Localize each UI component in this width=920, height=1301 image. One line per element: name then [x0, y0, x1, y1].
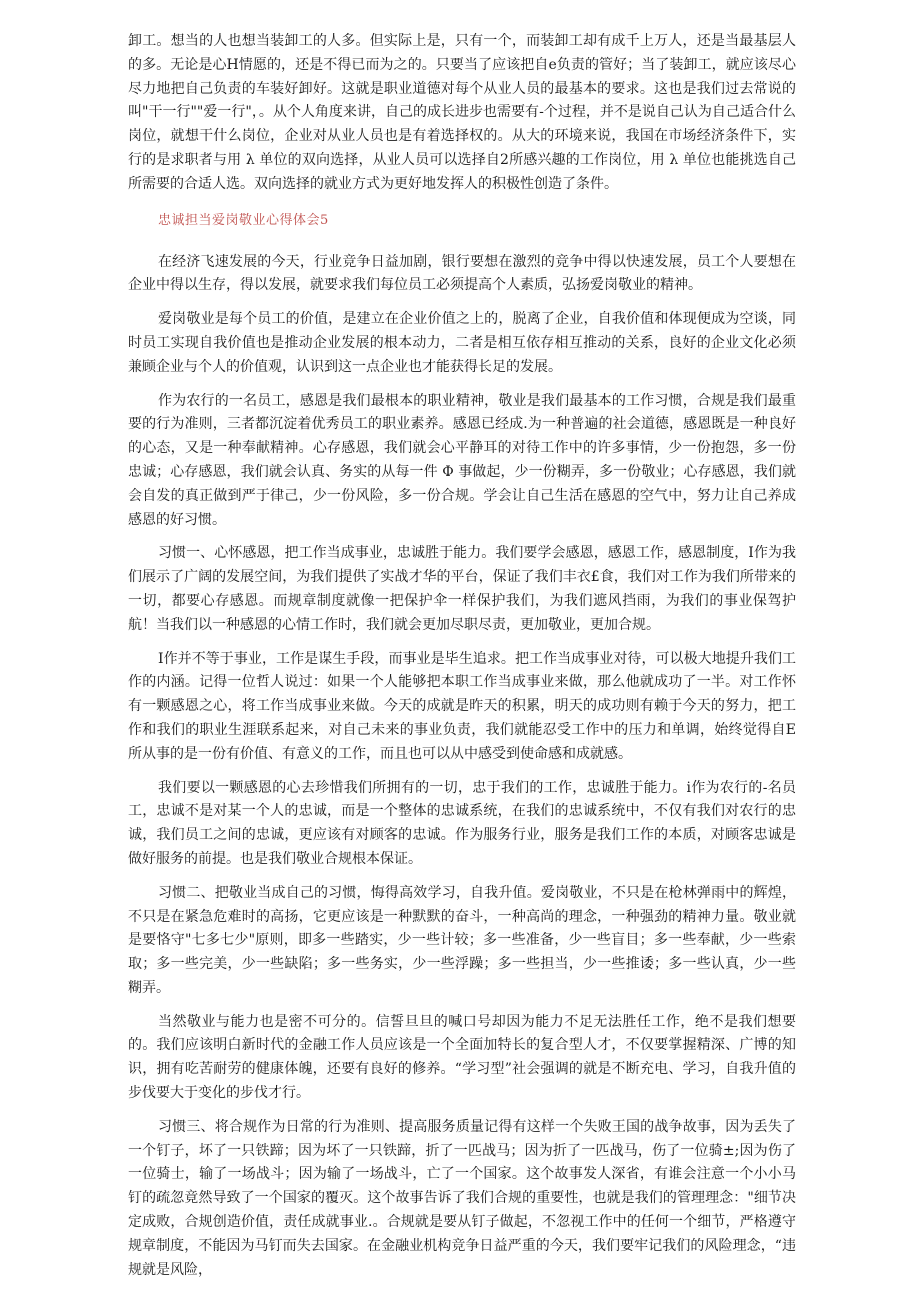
- intro-paragraph: 卸工。想当的人也想当装卸工的人多。但实际上是，只有一个，而装卸工却有成千上万人，还是当最基层人的多。无论是心H情愿的，还是不得已而为之的。只要当了应该把自e负责的管好；当了装卸工，就应该尽心尽力地把自己负责的车装好卸好。这就是职业道德对每个从业人员的最基本的要求。这也是我们过去常说的叫"干一行""爱一行"，。从个人角度来讲，自己的成长进步也需要有-个过程，并不是说自己认为自己适合什么岗位，就想干什么岗位，企业对从业人员也是有着选择权的。从大的环境来说，我国在市场经济条件下，实行的是求职者与用 λ 单位的双向选择，从业人员可以选择自2所感兴趣的工作岗位，用 λ 单位也能挑选自己所需要的合适人选。双向选择的就业方式为更好地发挥人的积极性创造了条件。: [128, 33, 796, 192]
- section-heading: 忠诚担当爱岗敬业心得体会5: [158, 212, 329, 228]
- document-body: [128, 30, 796, 1282]
- body-paragraph-6: 我们要以一颗感恩的心去珍惜我们所拥有的一切，忠于我们的工作，忠诚胜于能力。i作为农行的-名员工，忠诚不是对某一个人的忠诚，而是一个整体的忠诚系统，在我们的忠诚系统中，不仅有我们对农行的忠诚，我们员工之间的忠诚，更应该有对顾客的忠诚。作为服务行业，服务是我们工作的本质，对顾客忠诚是做好服务的前提。也是我们敬业合规根本保证。: [128, 779, 796, 867]
- body-paragraph-7: 习惯二、把敬业当成自己的习惯，悔得高效学习，自我升值。爱岗敬业，不只是在枪林弹雨中的辉煌，不只是在紧急危难时的高扬，它更应该是一种默默的奋斗，一种高尚的理念，一种强劲的精神力量。敬业就是要恪守"七多七少"原则，即多一些踏实，少一些计较；多一些准备，少一些盲目；多一些奉献，少一些索取；多一些完美，少一些缺陷；多一些务实，少一些浮躁；多一些担当，少一些推诿；多一些认真，少一些糊弄。: [128, 884, 796, 996]
- body-paragraph-8: 当然敬业与能力也是密不可分的。信誓旦旦的喊口号却因为能力不足无法胜任工作，绝不是我们想要的。我们应该明白新时代的金融工作人员应该是一个全面加特长的复合型人才，不仅要掌握精深、广博的知识，拥有吃苦耐劳的健康体魄，还要有良好的修养。“学习型”社会强调的就是不断充电、学习，自我升值的步伐要大于变化的步伐才行。: [128, 1013, 796, 1102]
- body-paragraph-2: 爱岗敬业是每个员工的价值，是建立在企业价值之上的，脱离了企业，自我价值和体现便成为空谈，同时员工实现自我价值也是推动企业发展的根本动力，二者是相互依存相互推动的关系，良好的企业文化必须兼顾企业与个人的价值观，认识到这一点企业也才能获得长足的发展。: [128, 311, 796, 375]
- body-paragraph-1: 在经济飞速发展的今天，行业竞争日益加剧，银行要想在激烈的竞争中得以快速发展，员工个人要想在企业中得以生存，得以发展，就要求我们每位员工必须提高个人素质，弘扬爱岗敬业的精神。: [128, 253, 796, 294]
- body-paragraph-4: 习惯一、心怀感恩，把工作当成事业，忠诚胜于能力。我们要学会感恩，感恩工作，感恩制度，I作为我们展示了广阔的发展空间，为我们提供了实战才华的平台，保证了我们丰衣£食，我们对工作为我们所带来的一切，都要心存感恩。而规章制度就像一把保护伞一样保护我们，为我们遮风挡雨，为我们的事业保驾护航！当我们以一种感恩的心情工作时，我们就会更加尽职尽责，更加敬业，更加合规。: [128, 545, 796, 633]
- body-paragraph-9: 习惯三、将合规作为日常的行为准则、提高服务质量记得有这样一个失败王国的战争故事，因为丢失了一个钉子，坏了一只铁蹄；因为坏了一只铁蹄，折了一匹战马；因为折了一匹战马，伤了一位骑±;因为伤了一位骑士，输了一场战斗；因为输了一场战斗，亡了一个国家。这个故事发人深省，有谁会注意一个小小马钉的疏忽竟然导致了一个国家的覆灭。这个故事告诉了我们合规的重要性，也就是我们的管理理念："细节决定成败，合规创造价值，责任成就事业.。合规就是要从钉子做起，不忽视工作中的任何一个细节，严格遵守规章制度，不能因为马钉而失去国家。在金融业机构竞争日益严重的今天，我们要牢记我们的风险理念，“违规就是风险，: [128, 1118, 796, 1278]
- body-paragraph-5: I作并不等于事业，工作是谋生手段，而事业是毕生追求。把工作当成事业对待，可以极大地提升我们工作的内涵。记得一位哲人说过：如果一个人能够把本职工作当成事业来做，那么他就成功了一半。对工作怀有一颗感恩之心，将工作当成事业来做。今天的成就是昨天的积累，明天的成功则有赖于今天的努力，把工作和我们的职业生涯联系起来，对自己未来的事业负责，我们就能忍受工作中的压力和单调，始终觉得自E所从事的是一份有价值、有意义的工作，而且也可以从中感受到使命感和成就感。: [128, 650, 796, 762]
- body-paragraph-3: 作为农行的一名员工，感恩是我们最根本的职业精神，敬业是我们最基本的工作习惯，合规是我们最重要的行为准则，三者都沉淀着优秀员工的职业素养。感恩已经成.为一种普遍的社会道德，感恩既是一种良好的心态，又是一种奉献精神。心存感恩，我们就会心平静耳的对待工作中的许多事情，少一份抱怨，多一份忠诚；心存感恩，我们就会认真、务实的从每一件 Φ 事做起，少一份糊弄，多一份敬业；心存感恩，我们就会自发的真正做到严于律己，少一份风险，多一份合规。学会让自己生活在感恩的空气中，努力让自己养成感恩的好习惯。: [128, 392, 796, 528]
